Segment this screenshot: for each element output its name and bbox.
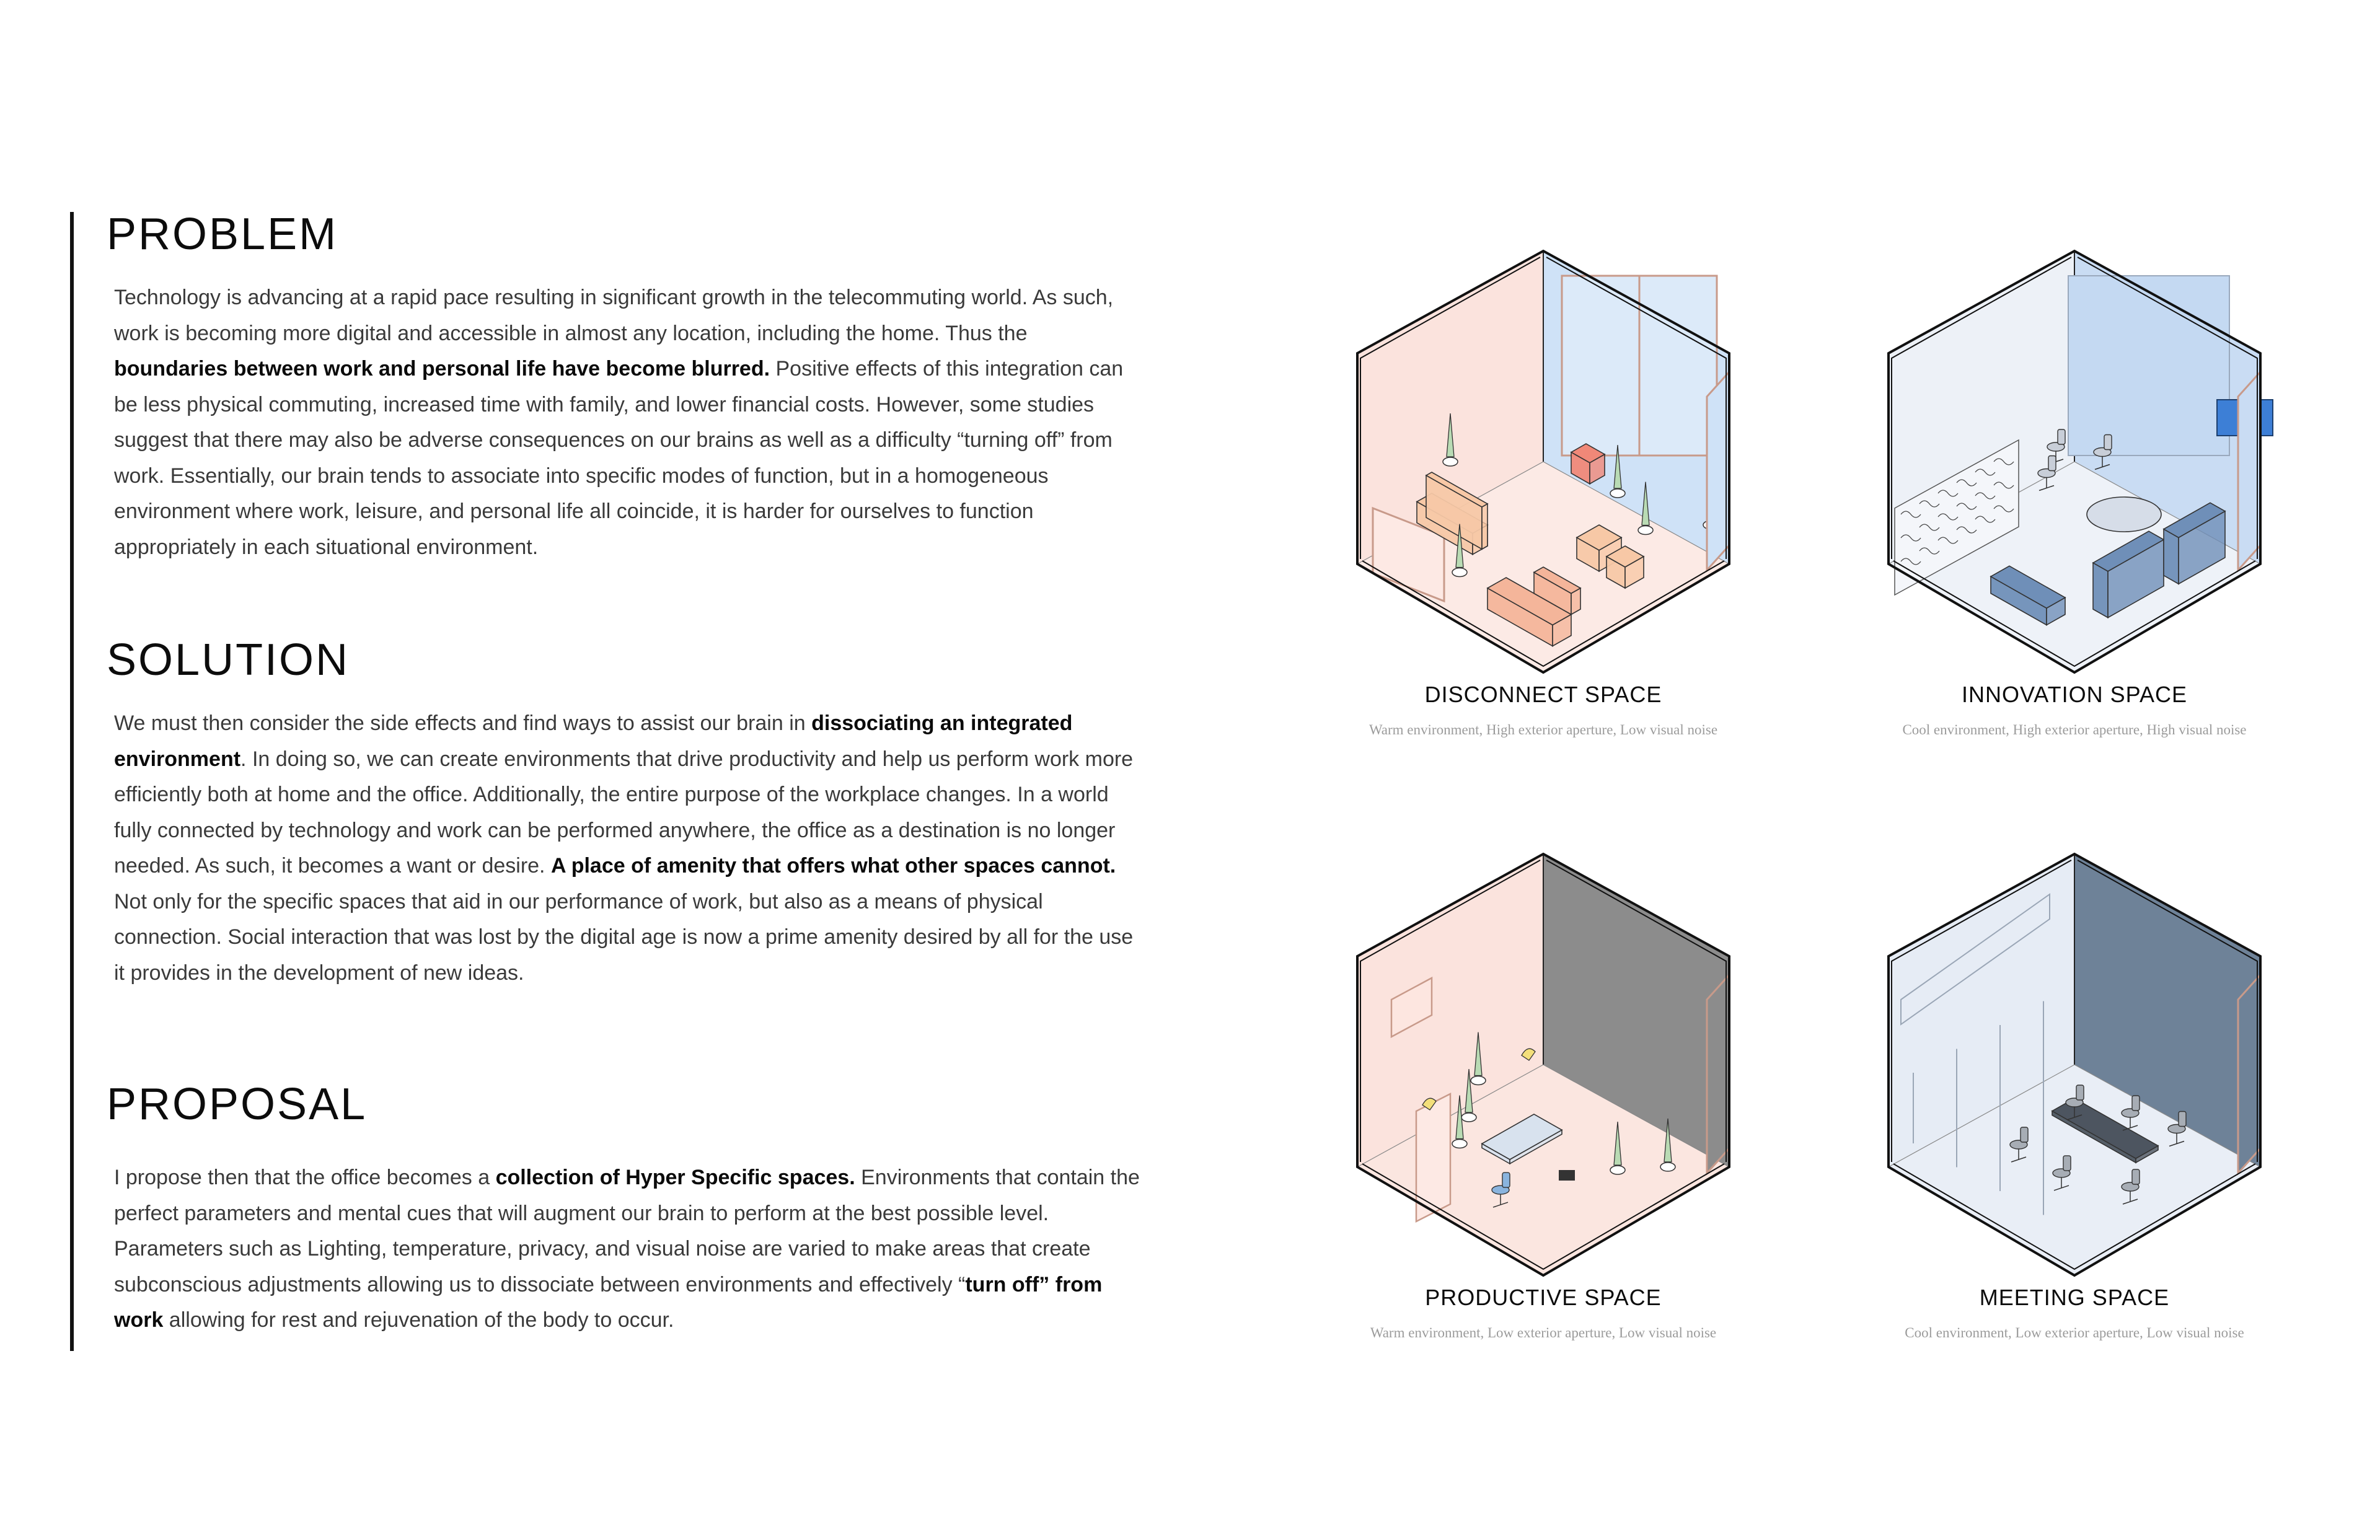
- section-heading: PROPOSAL: [107, 1080, 368, 1129]
- space-card-disconnect: [1308, 245, 1779, 803]
- body-text: allowing for rest and rejuvenation of the body to occur.: [163, 1308, 674, 1332]
- space-card-innovation: [1839, 245, 2310, 803]
- door: [1416, 1094, 1450, 1221]
- section-heading: SOLUTION: [107, 635, 350, 685]
- disconnect-space-axonometric: [1308, 245, 1779, 679]
- emphasis-text: A place of amenity that offers what other spaces cannot.: [550, 854, 1116, 878]
- section-paragraph: [114, 1160, 1142, 1339]
- accent-vertical-bar: [70, 212, 74, 1351]
- emphasis-text: boundaries between work and personal life have become blurred.: [114, 357, 770, 381]
- innovation-space-axonometric: [1839, 245, 2310, 679]
- space-title: PRODUCTIVE SPACE: [1425, 1285, 1662, 1310]
- section-paragraph: [114, 280, 1142, 565]
- window-glazing: [2068, 276, 2229, 455]
- space-title: INNOVATION SPACE: [1961, 682, 2188, 707]
- laptop: [1559, 1170, 1575, 1181]
- space-caption: Warm environment, High exterior aperture, Low visual noise: [1368, 722, 1718, 737]
- space-title: MEETING SPACE: [1979, 1285, 2170, 1310]
- section-paragraph: [114, 706, 1142, 991]
- space-card-productive: [1308, 848, 1779, 1406]
- productive-space-axonometric: [1308, 848, 1779, 1282]
- body-text: Technology is advancing at a rapid pace resulting in significant growth in the telecommuting world. As such, work is becoming more digital and accessible in almost any location, including the home. Thus the: [114, 286, 1114, 345]
- space-card-meeting: [1839, 848, 2310, 1406]
- body-text: Not only for the specific spaces that aid in our performance of work, but also as a means of physical connection. Social interaction that was lost by the digital age is now a prime amenity desired by all for the use it provides in the development of new ideas.: [114, 889, 1134, 985]
- body-text: Environments that contain the perfect parameters and mental cues that will augment our brain to perform at the best possible level. Parameters such as Lighting, temperature, privacy, and visual noise are varied to make areas that create subconscious adjustments allowing us to dissociate between environments and effectively “: [114, 1166, 1140, 1296]
- body-text: . In doing so, we can create environments that drive productivity and help us perform work more efficiently both at home and the office. Additionally, the entire purpose of the workplace changes. In a world fully connected by technology and work can be performed anywhere, the office as a destination is no longer needed. As such, it becomes a want or desire.: [114, 747, 1134, 878]
- space-title: DISCONNECT SPACE: [1424, 682, 1662, 707]
- emphasis-text: dissociating an integrated environment: [114, 711, 1073, 771]
- oval-table: [2087, 497, 2161, 532]
- body-text: Positive effects of this integration can be less physical commuting, increased time with family, and lower financial costs. However, some studies suggest that there may also be adverse consequences on our brains as well as a difficulty “turning off” from work. Essentially, our brain tends to associate into specific modes of function, but in a homogeneous environment where work, leisure, and personal life all coincide, it is harder for ourselves to function appropriately in each situational environment.: [114, 357, 1124, 559]
- emphasis-text: turn off” from work: [114, 1272, 1103, 1332]
- solution-section: [107, 635, 1142, 991]
- proposal-section: [107, 1082, 1142, 1339]
- emphasis-text: collection of Hyper Specific spaces.: [495, 1166, 855, 1189]
- problem-section: [107, 209, 1142, 565]
- body-text: We must then consider the side effects and find ways to assist our brain in: [114, 711, 812, 735]
- body-text: I propose then that the office becomes a: [114, 1166, 496, 1189]
- space-caption: Cool environment, Low exterior aperture, Low visual noise: [1905, 1325, 2244, 1340]
- meeting-space-axonometric: [1839, 848, 2310, 1282]
- space-caption: Warm environment, Low exterior aperture, Low visual noise: [1370, 1325, 1717, 1340]
- space-caption: Cool environment, High exterior aperture, High visual noise: [1902, 722, 2247, 737]
- section-heading: PROBLEM: [107, 209, 338, 259]
